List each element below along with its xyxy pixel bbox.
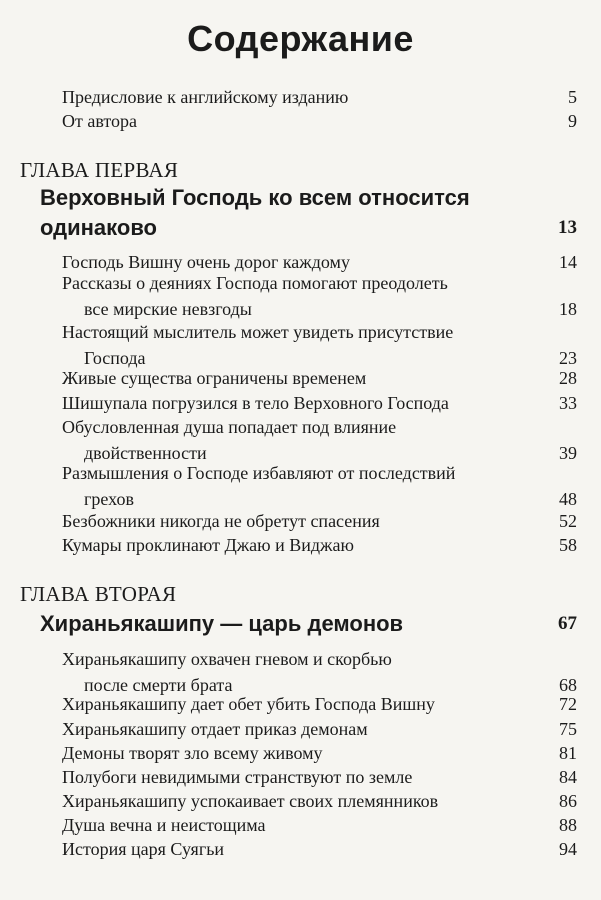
toc-entry-page: 68: [559, 675, 577, 695]
toc-entry-page: 58: [559, 535, 577, 555]
chapter-title-line: одинаково: [40, 215, 157, 240]
toc-entry-page: 84: [559, 767, 577, 787]
chapter-label: ГЛАВА ВТОРАЯ: [20, 582, 177, 606]
toc-entry: [62, 319, 577, 371]
chapter-label: ГЛАВА ПЕРВАЯ: [20, 158, 179, 182]
toc-entry: [62, 532, 577, 558]
toc-entry-text: Безбожники никогда не обретут спасения: [62, 511, 380, 531]
toc-entry-page: 9: [568, 111, 577, 131]
toc-entry-text: Демоны творят зло всему живому: [62, 743, 323, 763]
toc-entry-page: 81: [559, 743, 577, 763]
toc-entry-page: 75: [559, 719, 577, 739]
toc-entry: [62, 108, 577, 134]
toc-entry-text: Предисловие к английскому изданию: [62, 87, 349, 107]
toc-entry-text: Шишупала погрузился в тело Верховного Господа: [62, 393, 449, 413]
toc-entry-text: Хираньякашипу отдает приказ демонам: [62, 719, 368, 739]
toc-entry-text: Размышления о Господе избавляют от последствий: [62, 463, 456, 483]
toc-entry-text: Душа вечна и неистощима: [62, 815, 266, 835]
toc-entry: [62, 691, 577, 717]
toc-entry-continuation: все мирские невзгоды: [84, 299, 252, 319]
toc-entry-text: От автора: [62, 111, 138, 131]
toc-entry: [62, 716, 577, 742]
toc-entry: [62, 84, 577, 110]
toc-entry-page: 14: [559, 252, 577, 272]
toc-entry-text: Полубоги невидимыми странствуют по земле: [62, 767, 413, 787]
toc-entry: [62, 460, 577, 512]
toc-entry-page: 39: [559, 443, 577, 463]
toc-entry: [62, 365, 577, 391]
toc-entry: [62, 508, 577, 534]
toc-entry-page: 5: [568, 87, 577, 107]
toc-entry: [62, 414, 577, 466]
chapter-title: [40, 183, 577, 243]
toc-entry-text: Живые существа ограничены временем: [62, 368, 367, 388]
toc-entry: [62, 788, 577, 814]
chapter-page: 13: [558, 217, 577, 238]
toc-entry-continuation: после смерти брата: [84, 675, 233, 695]
toc-entry-page: 52: [559, 511, 577, 531]
toc-entry: [62, 390, 577, 416]
toc-entry: [62, 812, 577, 838]
toc-entry-page: 48: [559, 489, 577, 509]
toc-entry-page: 88: [559, 815, 577, 835]
toc-entry-text: Господь Вишну очень дорог каждому: [62, 252, 350, 272]
chapter-page: 67: [558, 613, 577, 634]
toc-entry-page: 86: [559, 791, 577, 811]
toc-entry: [62, 764, 577, 790]
toc-entry-page: 33: [559, 393, 577, 413]
toc-entry-continuation: Господа: [84, 348, 146, 368]
toc-entry-continuation: грехов: [84, 489, 134, 509]
toc-entry-page: 94: [559, 839, 577, 859]
toc-entry-text: Кумары проклинают Джаю и Виджаю: [62, 535, 354, 555]
toc-entry-page: 18: [559, 299, 577, 319]
toc-entry-page: 23: [559, 348, 577, 368]
chapter-title-line: Хираньякашипу — царь демонов: [40, 611, 404, 636]
toc-entry-text: Хираньякашипу охвачен гневом и скорбью: [62, 649, 392, 669]
toc-entry-text: Хираньякашипу успокаивает своих племянников: [62, 791, 439, 811]
chapter-title-line: Верховный Господь ко всем относится: [40, 185, 470, 210]
toc-entry-page: 72: [559, 694, 577, 714]
toc-entry: [62, 270, 577, 322]
toc-entry-continuation: двойственности: [84, 443, 207, 463]
toc-entry: [62, 836, 577, 862]
toc-entry: [62, 740, 577, 766]
toc-entry-text: Обусловленная душа попадает под влияние: [62, 417, 397, 437]
toc-entry-text: Хираньякашипу дает обет убить Господа Вишну: [62, 694, 435, 714]
chapter-title: [40, 609, 577, 639]
page-title: Содержание: [187, 18, 414, 59]
toc-entry-text: История царя Суягьи: [62, 839, 225, 859]
toc-entry-text: Рассказы о деяниях Господа помогают преодолеть: [62, 273, 448, 293]
toc-entry-text: Настоящий мыслитель может увидеть присутствие: [62, 322, 454, 342]
toc-entry-page: 28: [559, 368, 577, 388]
